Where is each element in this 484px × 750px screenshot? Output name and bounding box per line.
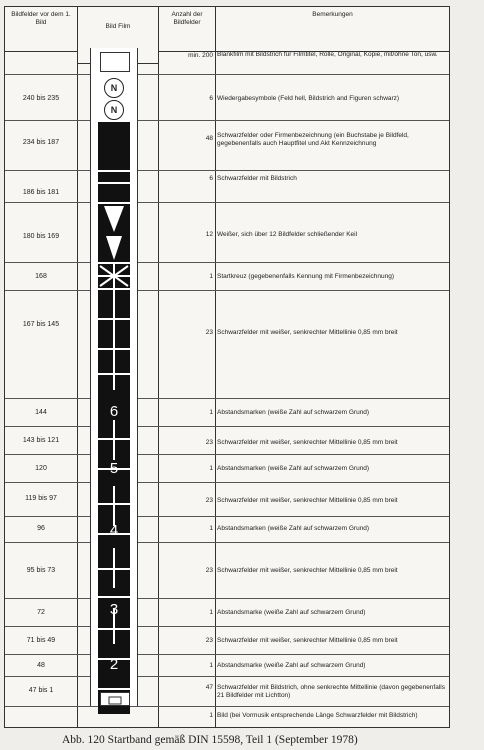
row-note: Schwarzfelder mit weißer, senkrechter Mittellinie 0,85 mm breit (217, 329, 398, 336)
row-note: Bild (bei Vormusik entsprechende Länge Schwarzfelder mit Bildstrich) (217, 712, 418, 719)
row-note: Schwarzfelder mit weißer, senkrechter Mittellinie 0,85 mm breit (217, 439, 398, 446)
center-line (113, 290, 115, 390)
row-note: Abstandsmarken (weiße Zahl auf schwarzem Grund) (217, 465, 370, 472)
row-range: 167 bis 145 (22, 321, 60, 328)
row-count: 23 (205, 439, 213, 446)
row-count: 1 (209, 409, 213, 416)
row-count: 1 (209, 662, 213, 669)
table-row (5, 516, 449, 543)
row-note: Abstandsmarke (weiße Zahl auf schwarzem Grund) (217, 609, 366, 616)
row-note: Schwarzfelder mit weißer, senkrechter Mittellinie 0,85 mm breit (217, 497, 398, 504)
table-row (5, 262, 449, 291)
row-count: 23 (205, 637, 213, 644)
row-range: 119 bis 97 (25, 495, 57, 502)
table-row (5, 202, 449, 263)
row-count: 1 (209, 609, 213, 616)
row-count: 1 (209, 525, 213, 532)
header-anzahl: Anzahl der Bildfelder (159, 7, 215, 52)
distance-mark-5: 5 (109, 460, 119, 477)
table-row (5, 170, 449, 203)
frame-line (98, 628, 130, 630)
table-row (5, 454, 449, 483)
blank-frame (100, 52, 130, 72)
row-range: 72 (37, 609, 45, 616)
table-row (5, 626, 449, 655)
table-row (5, 482, 449, 517)
row-count: 23 (205, 567, 213, 574)
frame-line (98, 373, 130, 375)
row-count: 1 (209, 712, 213, 719)
table-row (5, 542, 449, 599)
table-row (5, 426, 449, 455)
row-note: Schwarzfelder mit weißer, senkrechter Mittellinie 0,85 mm breit (217, 637, 398, 644)
row-range: 144 (35, 409, 47, 416)
table-row (5, 48, 449, 74)
row-range: 48 (37, 662, 45, 669)
row-count: 47 (205, 684, 213, 691)
row-note: Schwarzfelder mit weißer, senkrechter Mittellinie 0,85 mm breit (217, 567, 398, 574)
center-line (113, 420, 115, 460)
row-range: 71 bis 49 (26, 637, 56, 644)
row-range: 96 (37, 525, 45, 532)
row-note: Abstandsmarken (weiße Zahl auf schwarzem Grund) (217, 409, 370, 416)
distance-mark-2: 2 (109, 656, 119, 673)
header-bildfelder: Bildfelder vor dem 1. Bild (5, 7, 77, 52)
row-range: 240 bis 235 (22, 95, 60, 102)
center-line (113, 486, 115, 526)
table-row (5, 654, 449, 677)
figure-caption: Abb. 120 Startband gemäß DIN 15598, Teil 1 (September 1978) (62, 734, 358, 746)
picture-frame (100, 692, 130, 706)
distance-mark-4: 4 (109, 522, 119, 539)
row-range: 47 bis 1 (28, 687, 54, 694)
table-row (5, 398, 449, 427)
table-row (5, 706, 449, 727)
table-row (5, 290, 449, 399)
frame-line (98, 318, 130, 320)
black-field-bildstrich (98, 172, 130, 202)
row-note: Abstandsmarke (weiße Zahl auf schwarzem Grund) (217, 662, 366, 669)
row-range: 180 bis 169 (22, 233, 60, 240)
playback-symbol-n: N (104, 78, 124, 98)
row-range: 143 bis 121 (22, 437, 60, 444)
row-note: Schwarzfelder oder Firmenbezeichnung (ein Buchstabe je Bildfeld, gegebenenfalls auch Hauptfitel und Akt Kennzeichnung (217, 132, 409, 147)
row-range: 120 (35, 465, 47, 472)
row-note: Wiedergabesymbole (Feld hell, Bildstrich and Figuren schwarz) (217, 95, 400, 102)
distance-mark-6: 6 (109, 403, 119, 420)
table-row (5, 120, 449, 171)
row-count: 6 (209, 175, 213, 182)
row-count: 12 (205, 231, 213, 238)
film-strip (90, 48, 138, 706)
frame-line (98, 348, 130, 350)
header-bemerkungen: Bemerkungen (216, 7, 449, 52)
row-count: 1 (209, 273, 213, 280)
row-note: Weißer, sich über 12 Bildfelder schließender Keil (217, 231, 358, 238)
row-count: 1 (209, 465, 213, 472)
header-bildfilm: Bild Film (78, 7, 158, 64)
frame-line (98, 568, 130, 570)
startband-table (4, 6, 450, 728)
frame-line (98, 182, 130, 184)
row-range: 95 bis 73 (26, 567, 56, 574)
row-count: 23 (205, 329, 213, 336)
table-row (5, 598, 449, 627)
row-count: 48 (205, 135, 213, 142)
row-count: 6 (209, 95, 213, 102)
row-range: 168 (35, 273, 47, 280)
frame-line (98, 503, 130, 505)
row-range: 234 bis 187 (22, 139, 60, 146)
distance-mark-3: 3 (109, 601, 119, 618)
playback-symbol-n: N (104, 100, 124, 120)
picture-icon (101, 694, 129, 706)
black-field (98, 122, 130, 170)
frame-line (98, 596, 130, 598)
white-wedge (98, 204, 130, 262)
frame-line (98, 438, 130, 440)
table-row (5, 74, 449, 121)
row-note: Schwarzfelder mit Bildstrich (217, 175, 297, 182)
frame-line (98, 688, 130, 690)
row-note: Startkreuz (gegebenenfalls Kennung mit Firmenbezeichnung) (217, 273, 395, 280)
row-note: Schwarzfelder mit Bildstrich, ohne senkrechte Mittellinie (davon gegebenenfalls 21 Bildfelder mit Lichtton) (217, 684, 445, 699)
start-cross-icon (98, 264, 130, 288)
row-note: Abstandsmarken (weiße Zahl auf schwarzem Grund) (217, 525, 370, 532)
table-row (5, 676, 449, 707)
row-note: Blankfilm mit Bildstrich für Filmtitel, Rolle, Original, Kopie, mit/ohne Ton, usw. (217, 51, 438, 58)
row-range: 186 bis 181 (22, 189, 60, 196)
row-count: min. 200 (188, 52, 213, 59)
row-count: 23 (205, 497, 213, 504)
